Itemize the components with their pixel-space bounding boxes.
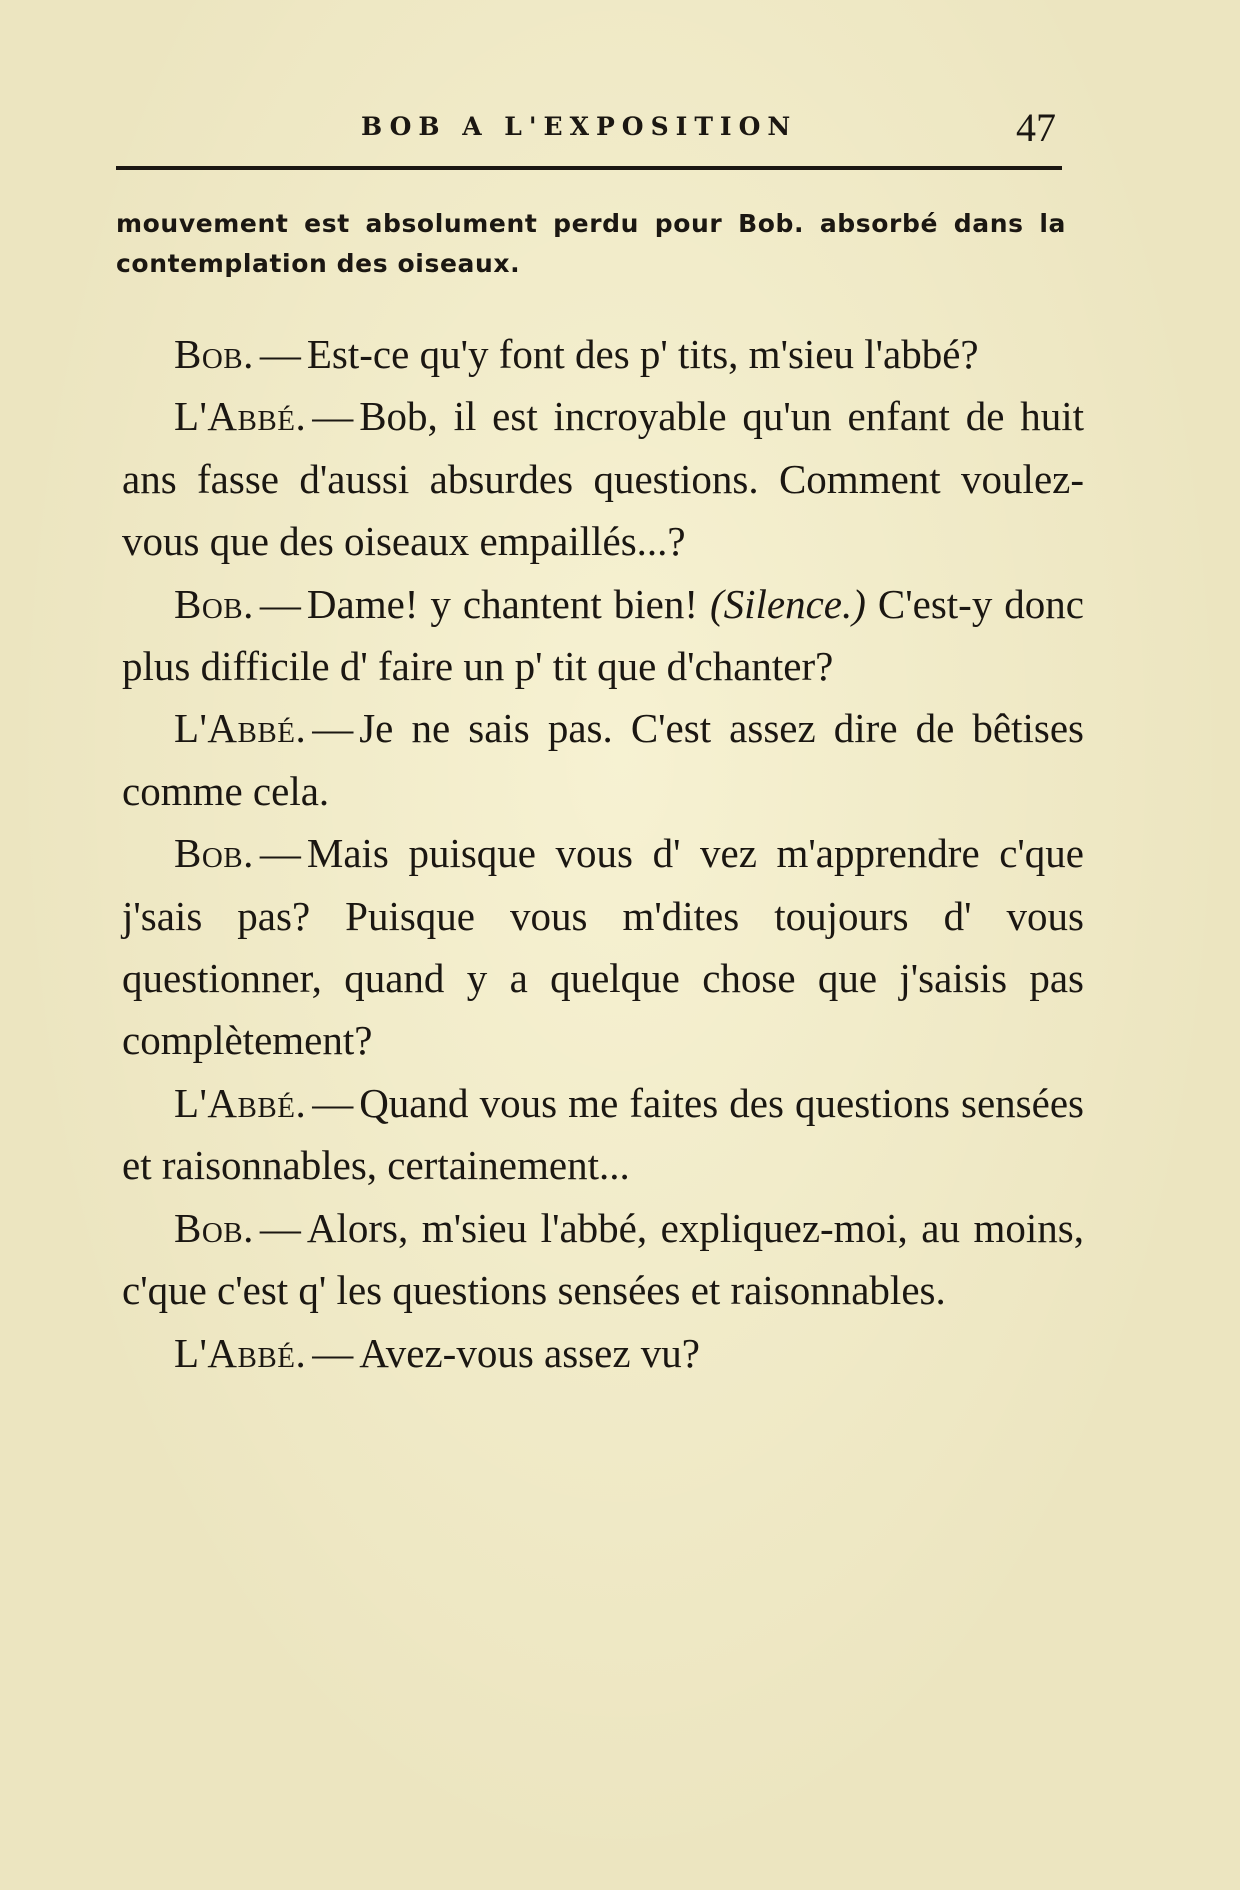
speaker-name: Bob. bbox=[174, 1204, 254, 1251]
dialogue-text: Avez-vous assez vu? bbox=[359, 1329, 700, 1376]
dialogue-dash: — bbox=[259, 1204, 301, 1251]
dialogue-text: Mais puisque vous d' vez m'apprendre c'que j'sais pas? Puisque vous m'dites toujours d' vous questionner, quand y a quelque chose que j'saisis pas complètement? bbox=[122, 830, 1084, 1064]
dialogue-line bbox=[122, 1072, 1084, 1197]
speaker-name: Bob. bbox=[174, 331, 254, 377]
dialogue-dash: — bbox=[312, 705, 354, 752]
speaker-name: Bob. bbox=[174, 830, 254, 877]
dialogue-text: Bob, il est incroyable qu'un enfant de huit ans fasse d'aussi absurdes questions. Comment voulez-vous que des oiseaux empaillés...? bbox=[122, 393, 1084, 565]
dialogue-dash: — bbox=[259, 830, 301, 877]
dialogue-line bbox=[122, 697, 1084, 822]
dialogue-dash: — bbox=[259, 331, 301, 377]
stage-direction: (Silence.) bbox=[709, 580, 866, 627]
dialogue-line bbox=[122, 385, 1084, 572]
dialogue-dash: — bbox=[259, 580, 301, 627]
dialogue-line bbox=[122, 822, 1084, 1072]
dialogue-line bbox=[122, 573, 1084, 698]
dialogue-text: Dame! y chantent bien! bbox=[306, 580, 710, 627]
speaker-name: L'Abbé. bbox=[174, 1329, 307, 1376]
header-rule bbox=[116, 166, 1062, 170]
running-title: BOB A L'EXPOSITION bbox=[361, 112, 798, 141]
speaker-name: L'Abbé. bbox=[174, 1079, 307, 1126]
page-number: 47 bbox=[1016, 105, 1056, 150]
dialogue-text: Quand vous me faites des questions sensées et raisonnables, certainement... bbox=[122, 1079, 1084, 1189]
dialogue-dash: — bbox=[312, 1079, 354, 1126]
dialogue-line bbox=[122, 1197, 1084, 1322]
dialogue-text: Alors, m'sieu l'abbé, expliquez-moi, au moins, c'que c'est q' les questions sensées et raisonnables. bbox=[122, 1204, 1084, 1314]
dialogue-dash: — bbox=[312, 393, 354, 440]
speaker-name: L'Abbé. bbox=[174, 393, 307, 440]
dialogue-text: Est-ce qu'y font des p' tits, m'sieu l'abbé? bbox=[306, 331, 979, 377]
dialogue bbox=[122, 323, 1084, 1384]
speaker-name: L'Abbé. bbox=[174, 705, 307, 752]
speaker-name: Bob. bbox=[174, 580, 254, 627]
continuation-paragraph: mouvement est absolument perdu pour Bob. absorbé dans la contemplation des oiseaux. bbox=[116, 209, 1066, 278]
page-header bbox=[116, 104, 1062, 158]
dialogue-line bbox=[122, 323, 1084, 385]
dialogue-text: Je ne sais pas. C'est assez dire de bêtises comme cela. bbox=[122, 705, 1084, 814]
dialogue-dash: — bbox=[312, 1329, 354, 1376]
dialogue-line bbox=[122, 1322, 1084, 1384]
dialogue-text-continued: C'est-y donc plus difficile d' faire un p' tit que d'chanter? bbox=[122, 580, 1084, 690]
